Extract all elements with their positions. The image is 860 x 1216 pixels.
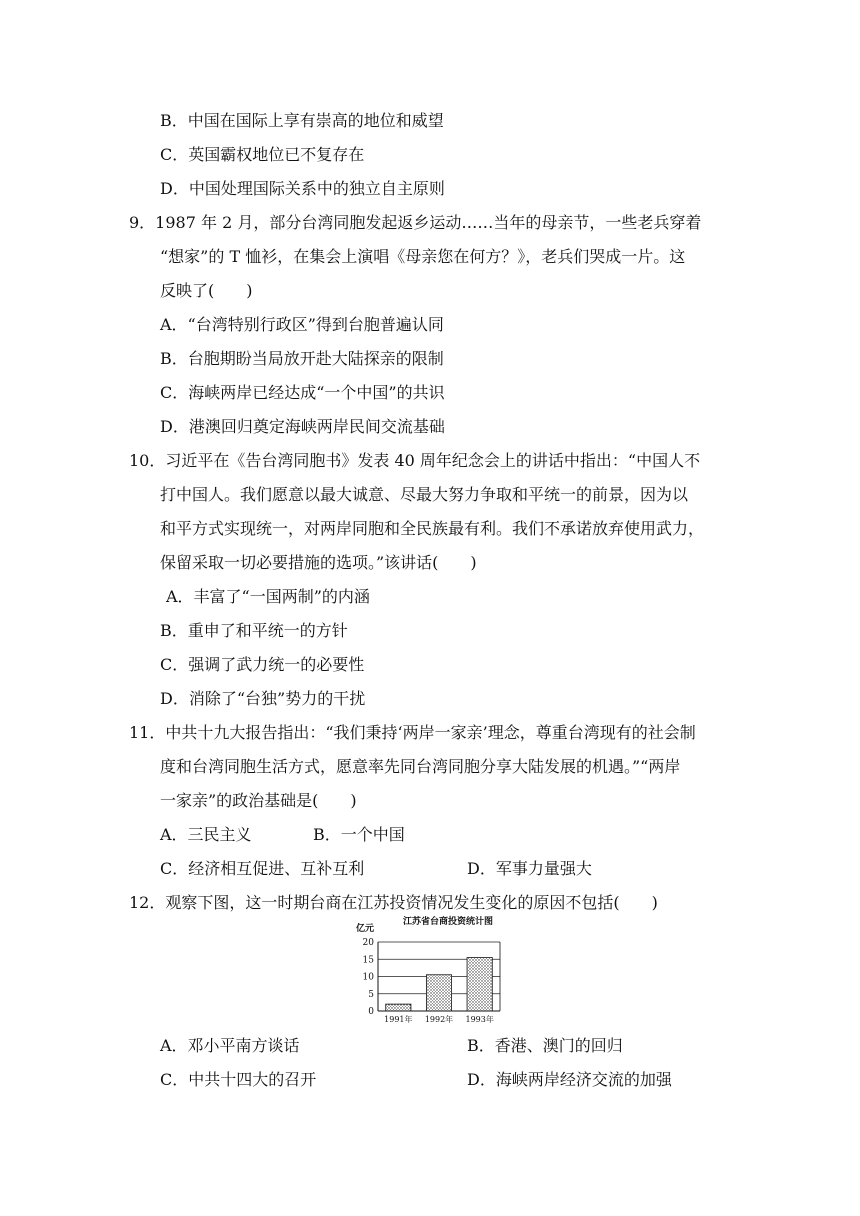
chart-bar (426, 975, 451, 1011)
q9-option-a: A．“台湾特别行政区”得到台胞普遍认同 (160, 315, 444, 334)
q10-stem-line-1: 10．习近平在《告台湾同胞书》发表 40 周年纪念会上的讲话中指出：“中国人不 (129, 451, 701, 470)
chart-bar (467, 958, 492, 1011)
q12-option-c: C．中共十四大的召开 (160, 1070, 317, 1089)
chart-bar (386, 1004, 411, 1011)
q12-option-a: A．邓小平南方谈话 (160, 1036, 300, 1055)
q11-option-c: C．经济相互促进、互补互利 (160, 859, 365, 878)
chart-y-axis-label: 亿元 (356, 924, 375, 934)
chart-y-tick-label: 5 (368, 989, 374, 1000)
chart-y-tick-label: 10 (362, 972, 374, 983)
q10-stem-line-3: 和平方式实现统一，对两岸同胞和全民族最有利。我们不承诺放弃使用武力， (160, 519, 705, 538)
chart-y-tick-label: 15 (362, 955, 374, 966)
chart-y-tick-label: 20 (362, 938, 374, 948)
q11-option-b: B．一个中国 (313, 825, 405, 844)
q9-option-c: C．海峡两岸已经达成“一个中国”的共识 (160, 383, 445, 402)
chart-title: 江苏省台商投资统计图 (402, 917, 494, 927)
q10-option-a: A．丰富了“一国两制”的内涵 (166, 587, 370, 606)
q9-option-b: B．台胞期盼当局放开赴大陆探亲的限制 (160, 349, 444, 368)
q11-stem-line-2: 度和台湾同胞生活方式，愿意率先同台湾同胞分享大陆发展的机遇。”“两岸 (160, 757, 681, 776)
q8-option-b: B．中国在国际上享有崇高的地位和威望 (160, 111, 444, 130)
q12-option-d: D．海峡两岸经济交流的加强 (467, 1070, 672, 1089)
q9-option-d: D．港澳回归奠定海峡两岸民间交流基础 (160, 417, 445, 436)
q11-stem-line-3: 一家亲”的政治基础是( ) (160, 791, 357, 810)
q9-stem-line-2: “想家”的 T 恤衫，在集会上演唱《母亲您在何方？》，老兵们哭成一片。这 (160, 247, 686, 266)
q12-stem-line-1: 12．观察下图，这一时期台商在江苏投资情况发生变化的原因不包括( ) (129, 893, 658, 912)
q11-option-d: D．军事力量强大 (467, 859, 592, 878)
q10-option-d: D．消除了“台独”势力的干扰 (160, 689, 366, 708)
q12-option-b: B．香港、澳门的回归 (467, 1036, 623, 1055)
chart-x-tick-label: 1992年 (424, 1015, 454, 1024)
investment-bar-chart (352, 914, 520, 1030)
q11-option-a: A．三民主义 (160, 825, 252, 844)
q10-stem-line-4: 保留采取一切必要措施的选项。”该讲话( ) (160, 553, 477, 572)
chart-y-tick-label: 0 (368, 1007, 374, 1017)
q10-option-c: C．强调了武力统一的必要性 (160, 655, 365, 674)
q10-stem-line-2: 打中国人。我们愿意以最大诚意、尽最大努力争取和平统一的前景，因为以 (160, 485, 689, 504)
q10-option-b: B．重申了和平统一的方针 (160, 621, 348, 640)
chart-x-tick-label: 1993年 (465, 1015, 494, 1024)
chart-x-tick-label: 1991年 (384, 1015, 413, 1024)
q9-stem-line-3: 反映了( ) (160, 281, 253, 300)
q9-stem-line-1: 9．1987 年 2 月，部分台湾同胞发起返乡运动……当年的母亲节，一些老兵穿着 (129, 213, 702, 232)
q8-option-c: C．英国霸权地位已不复存在 (160, 145, 365, 164)
q11-stem-line-1: 11．中共十九大报告指出：“我们秉持‘两岸一家亲’理念，尊重台湾现有的社会制 (129, 723, 696, 742)
q8-option-d: D．中国处理国际关系中的独立自主原则 (160, 179, 445, 198)
